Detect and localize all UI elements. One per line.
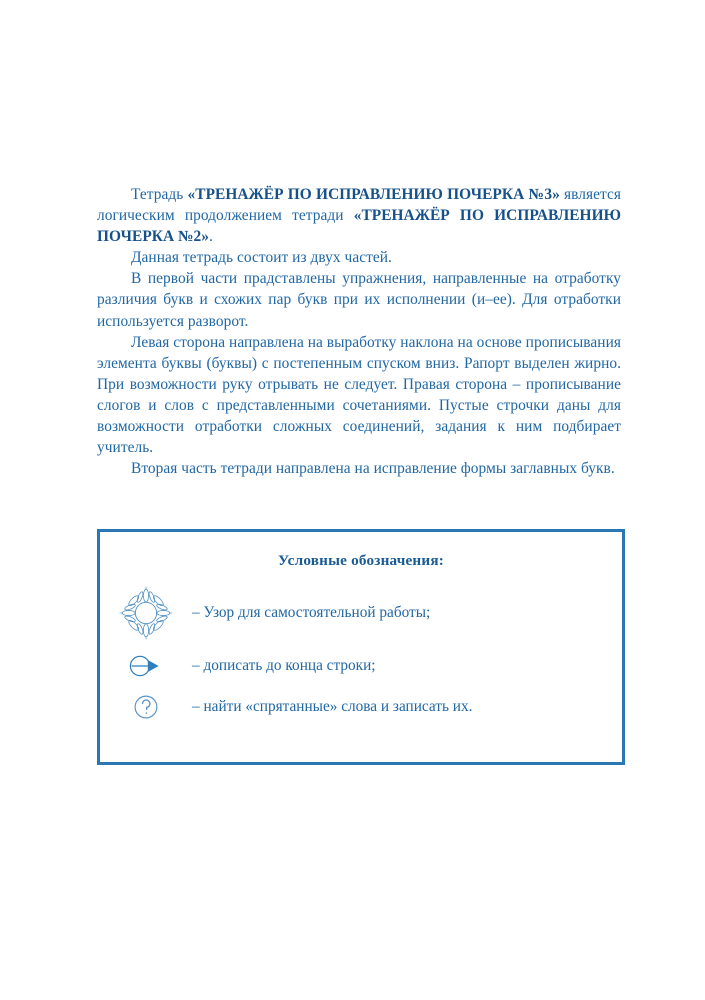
intro-text-block xyxy=(97,184,621,479)
intro-paragraph-4: Левая сторона направлена на выработку наклона на основе прописывания элемента буквы (буквы) с постепенным спуском вниз. Рапорт выделен жирно. При возможности руку отрывать не следует. Правая сторона – прописывание слогов и слов с представленными сочетаниями. Пустые строчки даны для возможности отработки сложных соединений, задания к ним подбирает учитель. xyxy=(97,333,621,457)
intro-p1-title-1: «ТРЕНАЖЁР ПО ИСПРАВЛЕНИЮ ПОЧЕРКА №3» xyxy=(187,186,560,203)
question-mark-in-circle-icon xyxy=(100,691,192,723)
legend-title: Условные обозначения: xyxy=(277,552,445,569)
intro-paragraph-5: Вторая часть тетради направлена на исправление формы заглавных букв. xyxy=(131,460,615,478)
legend-item-question xyxy=(100,690,622,724)
intro-paragraph-3: В первой части прадставлены упражнения, направленные на отработку различия букв и схожих пар букв при их исполнении (и–ее). Для отработки используется разворот. xyxy=(97,270,621,330)
intro-p1-part-d: . xyxy=(209,228,213,246)
legend-item-sun-label: – Узор для самостоятельной работы; xyxy=(192,603,431,621)
intro-p1-part-c: является логическим продолжением тетради xyxy=(97,186,622,225)
legend-item-arrow xyxy=(100,649,622,683)
legend-item-arrow-label: – дописать до конца строки; xyxy=(192,656,376,674)
legend-item-question-label: – найти «спрятанные» слова и записать их. xyxy=(192,697,473,715)
intro-paragraph-2: Данная тетрадь состоит из двух частей. xyxy=(131,249,392,267)
sun-icon xyxy=(100,585,192,641)
intro-p1-title-2: «ТРЕНАЖЁР ПО ИСПРАВЛЕНИЮ ПОЧЕРКА №2» xyxy=(97,207,621,246)
arrow-in-circle-icon xyxy=(100,651,192,681)
intro-paragraph-1 xyxy=(97,184,621,247)
legend-item-sun xyxy=(100,584,622,642)
legend-box xyxy=(97,529,625,765)
intro-p1-part-a: Тетрадь xyxy=(131,186,188,203)
